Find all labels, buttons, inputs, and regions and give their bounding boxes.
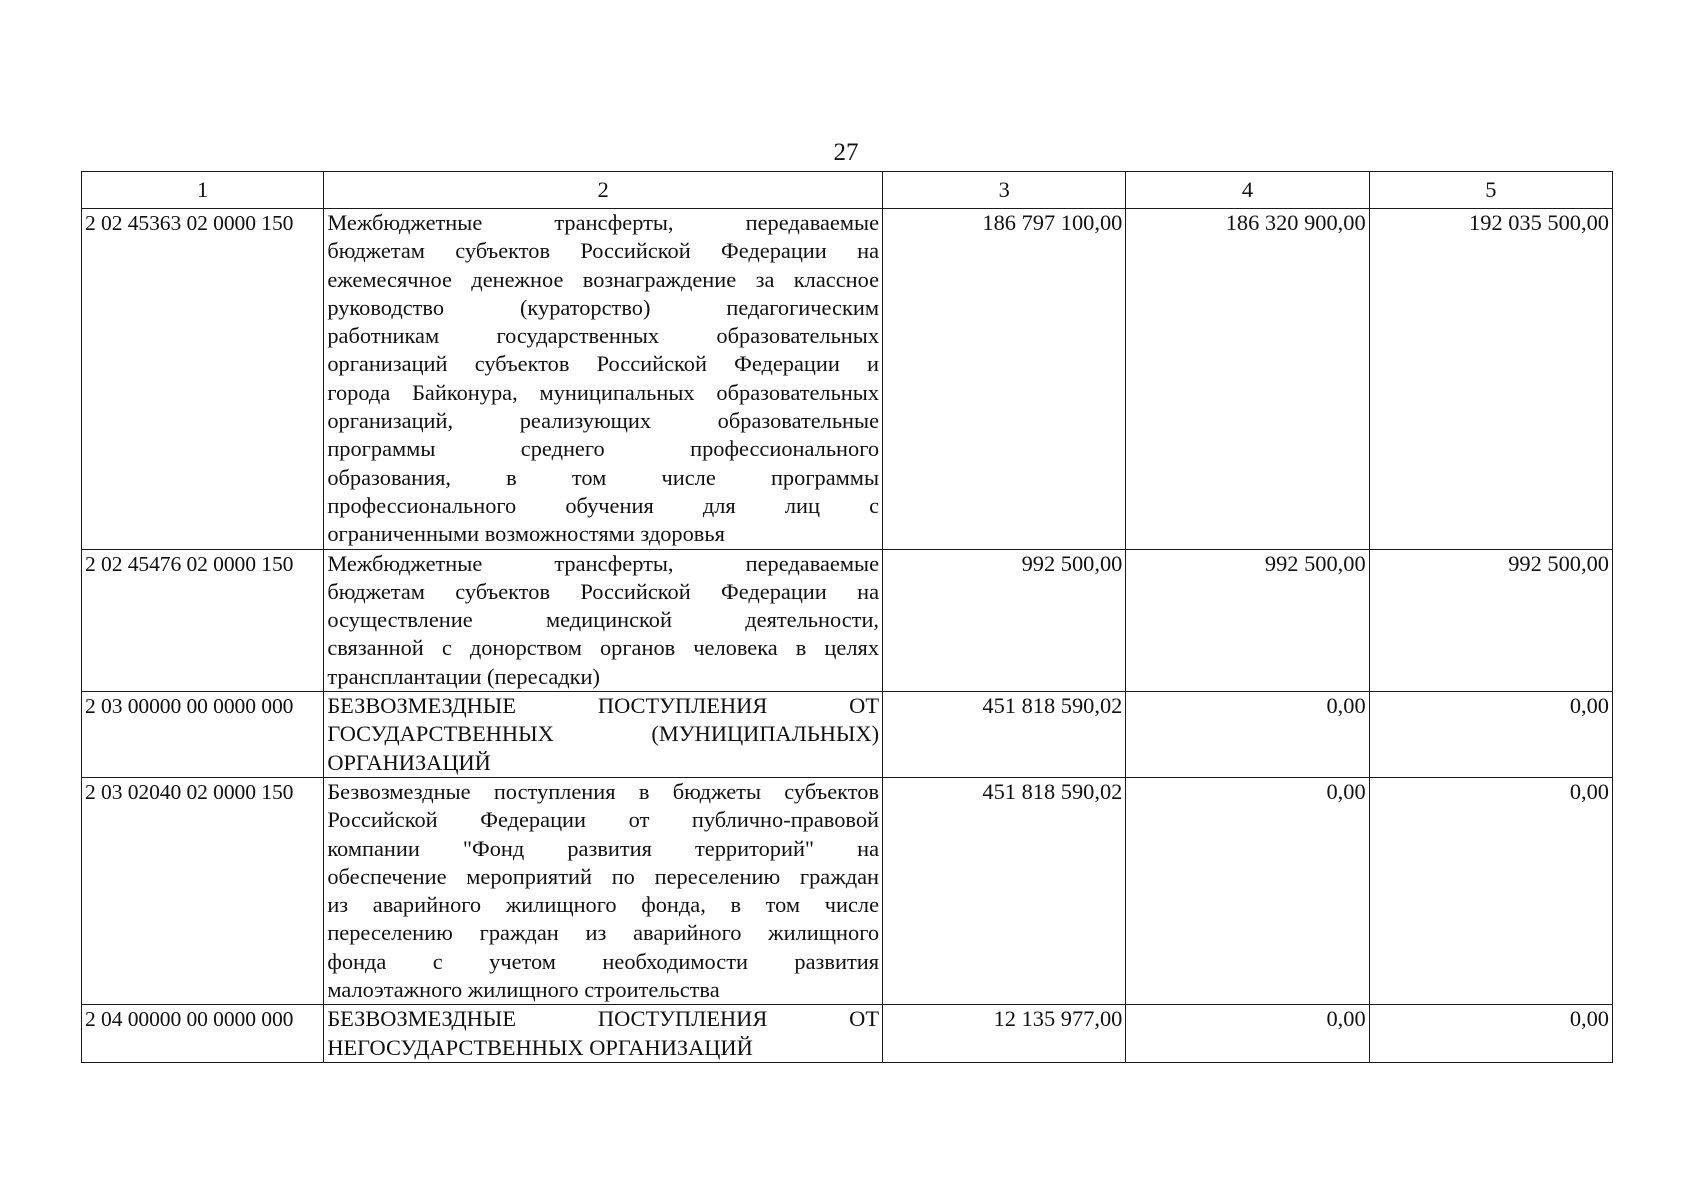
description-line: БЕЗВОЗМЕЗДНЫЕ ПОСТУПЛЕНИЯ ОТ (327, 1006, 880, 1032)
description-line: организаций субъектов Российской Федерации и (327, 351, 880, 377)
value-col-4: 992 500,00 (1126, 549, 1369, 691)
table-row (82, 692, 1613, 778)
value-col-5: 992 500,00 (1369, 549, 1612, 691)
description-line: Безвозмездные поступления в бюджеты субъектов (327, 778, 880, 804)
budget-revenue-table (81, 171, 1613, 1063)
budget-code: 2 03 00000 00 0000 000 (82, 692, 324, 778)
description-line: программы среднего профессионального (327, 436, 880, 462)
value-col-5: 0,00 (1369, 777, 1612, 1004)
description-line: малоэтажного жилищного строительства (327, 977, 720, 1003)
value-col-5: 0,00 (1369, 1005, 1612, 1063)
value-col-3: 451 818 590,02 (883, 692, 1126, 778)
description-line: работникам государственных образовательных (327, 323, 880, 349)
description-line: осуществление медицинской деятельности, (327, 607, 880, 633)
description-line: бюджетам субъектов Российской Федерации на (327, 238, 880, 264)
description-line: фонда с учетом необходимости развития (327, 948, 880, 974)
column-header-4: 4 (1126, 172, 1369, 209)
row-description (324, 1005, 883, 1063)
description-line: ежемесячное денежное вознаграждение за классное (327, 266, 880, 292)
description-line: БЕЗВОЗМЕЗДНЫЕ ПОСТУПЛЕНИЯ ОТ (327, 693, 880, 719)
row-description (324, 692, 883, 778)
value-col-3: 12 135 977,00 (883, 1005, 1126, 1063)
table-row (82, 1005, 1613, 1063)
value-col-5: 192 035 500,00 (1369, 209, 1612, 550)
description-line: Межбюджетные трансферты, передаваемые (327, 550, 880, 576)
value-col-4: 0,00 (1126, 777, 1369, 1004)
description-line: Российской Федерации от публично-правовой (327, 807, 880, 833)
row-description (324, 209, 883, 550)
value-col-4: 0,00 (1126, 1005, 1369, 1063)
description-line: организаций, реализующих образовательные (327, 408, 880, 434)
column-header-3: 3 (883, 172, 1126, 209)
value-col-4: 186 320 900,00 (1126, 209, 1369, 550)
value-col-4: 0,00 (1126, 692, 1369, 778)
value-col-5: 0,00 (1369, 692, 1612, 778)
value-col-3: 992 500,00 (883, 549, 1126, 691)
budget-code: 2 02 45476 02 0000 150 (82, 549, 324, 691)
description-line: трансплантации (пересадки) (327, 663, 600, 689)
description-line: бюджетам субъектов Российской Федерации на (327, 578, 880, 604)
description-line: города Байконура, муниципальных образовательных (327, 379, 880, 405)
value-col-3: 186 797 100,00 (883, 209, 1126, 550)
description-line: ГОСУДАРСТВЕННЫХ (МУНИЦИПАЛЬНЫХ) (327, 721, 880, 747)
value-col-3: 451 818 590,02 (883, 777, 1126, 1004)
budget-code: 2 04 00000 00 0000 000 (82, 1005, 324, 1063)
budget-code: 2 02 45363 02 0000 150 (82, 209, 324, 550)
table-row (82, 209, 1613, 550)
description-line: из аварийного жилищного фонда, в том числе (327, 892, 880, 918)
column-header-5: 5 (1369, 172, 1612, 209)
description-line: обеспечение мероприятий по переселению граждан (327, 863, 880, 889)
row-description (324, 549, 883, 691)
row-description (324, 777, 883, 1004)
description-line: руководство (кураторство) педагогическим (327, 294, 880, 320)
description-line: НЕГОСУДАРСТВЕННЫХ ОРГАНИЗАЦИЙ (327, 1034, 753, 1060)
description-line: переселению граждан из аварийного жилищного (327, 920, 880, 946)
table-row (82, 549, 1613, 691)
budget-code: 2 03 02040 02 0000 150 (82, 777, 324, 1004)
description-line: связанной с донорством органов человека в целях (327, 635, 880, 661)
table-row (82, 777, 1613, 1004)
description-line: ОРГАНИЗАЦИЙ (327, 749, 491, 775)
column-header-1: 1 (82, 172, 324, 209)
description-line: ограниченными возможностями здоровья (327, 521, 725, 547)
table-header-row (82, 172, 1613, 209)
description-line: компании "Фонд развития территорий" на (327, 835, 880, 861)
description-line: образования, в том числе программы (327, 464, 880, 490)
page-number: 27 (833, 139, 859, 166)
column-header-2: 2 (324, 172, 883, 209)
description-line: Межбюджетные трансферты, передаваемые (327, 210, 880, 235)
description-line: профессионального обучения для лиц с (327, 492, 880, 518)
